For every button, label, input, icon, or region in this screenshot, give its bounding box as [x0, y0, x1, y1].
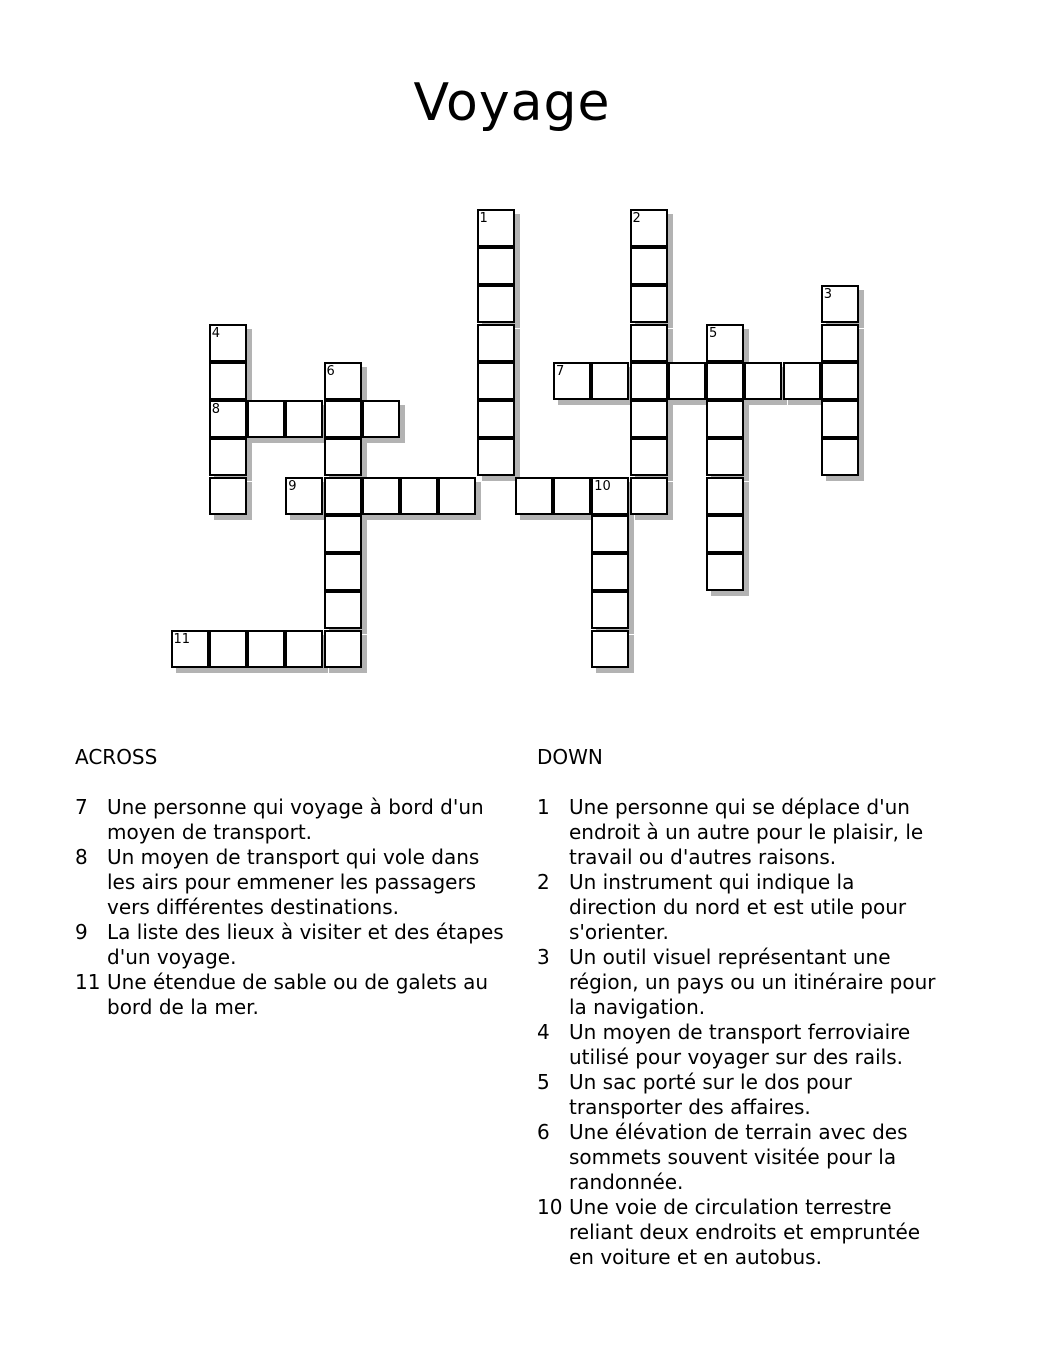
grid-cell[interactable]	[591, 362, 629, 400]
grid-cell[interactable]	[324, 438, 362, 476]
clue-text: Une personne qui se déplace d'un endroit à un autre pour le plaisir, le travail ou d'autres raisons.	[569, 795, 924, 869]
grid-cell[interactable]	[630, 400, 668, 438]
grid-cell[interactable]	[630, 362, 668, 400]
grid-cell[interactable]	[324, 591, 362, 629]
grid-cell[interactable]	[630, 285, 668, 323]
page-title: Voyage	[413, 73, 611, 133]
grid-cell[interactable]	[477, 285, 515, 323]
cell-number: 2	[632, 210, 641, 226]
grid-cell[interactable]	[362, 400, 400, 438]
cell-number: 8	[211, 402, 221, 417]
grid-cell[interactable]	[209, 630, 247, 668]
grid-cell[interactable]	[324, 400, 362, 438]
cell-number: 11	[173, 631, 191, 647]
clue-text: Un moyen de transport ferroviaire utilisé pour voyager sur des rails.	[569, 1020, 911, 1069]
grid-cell[interactable]	[821, 324, 859, 362]
grid-cell[interactable]	[477, 362, 515, 400]
down-heading: DOWN	[537, 745, 603, 769]
grid-cell[interactable]	[209, 477, 247, 515]
grid-cell[interactable]	[630, 438, 668, 476]
grid-cell[interactable]	[630, 247, 668, 285]
clue-number: 2	[537, 870, 550, 894]
grid-cell[interactable]	[706, 438, 744, 476]
grid-cell[interactable]	[591, 591, 629, 629]
across-heading: ACROSS	[75, 745, 158, 769]
grid-cell[interactable]	[821, 438, 859, 476]
grid-cell[interactable]	[324, 477, 362, 515]
clue-number: 8	[75, 845, 88, 869]
grid-cell[interactable]	[706, 400, 744, 438]
clue-number: 1	[537, 795, 550, 819]
clue-text: Une voie de circulation terrestre reliant deux endroits et empruntée en voiture et en autobus.	[569, 1195, 921, 1269]
grid-cell[interactable]	[706, 515, 744, 553]
clue-text: Une personne qui voyage à bord d'un moyen de transport.	[107, 795, 484, 844]
cell-number: 9	[288, 478, 297, 494]
clue-number: 5	[537, 1070, 550, 1094]
clue-number: 3	[537, 945, 550, 969]
clue-text: Une étendue de sable ou de galets au bord de la mer.	[107, 970, 489, 1019]
clue-number: 4	[537, 1020, 550, 1044]
grid-cell[interactable]	[515, 477, 553, 515]
clue-text: Un sac porté sur le dos pour transporter des affaires.	[569, 1070, 852, 1119]
clue-text: Une élévation de terrain avec des sommets souvent visitée pour la randonnée.	[569, 1120, 908, 1194]
grid-cell[interactable]	[477, 324, 515, 362]
down-clue	[537, 795, 947, 870]
cell-number: 1	[479, 210, 488, 226]
down-clue	[537, 945, 947, 1020]
cell-number: 5	[709, 325, 718, 341]
grid-cell[interactable]	[630, 324, 668, 362]
grid-cell[interactable]	[209, 438, 247, 476]
grid-cell[interactable]	[706, 477, 744, 515]
grid-cell[interactable]	[477, 438, 515, 476]
grid-cell[interactable]	[591, 630, 629, 668]
clue-number: 9	[75, 920, 88, 944]
grid-cell[interactable]	[285, 630, 323, 668]
grid-cell[interactable]	[706, 362, 744, 400]
cell-number: 4	[211, 325, 221, 341]
cell-number: 3	[823, 287, 833, 303]
cell-number: 6	[326, 363, 335, 379]
clue-number: 7	[75, 795, 88, 819]
clue-text: La liste des lieux à visiter et des étapes d'un voyage.	[107, 920, 504, 969]
grid-cell[interactable]	[591, 515, 629, 553]
clue-number: 11	[75, 970, 101, 994]
across-clue	[75, 970, 505, 1020]
clue-text: Un instrument qui indique la direction du nord et est utile pour s'orienter.	[569, 870, 907, 944]
down-clue	[537, 1070, 947, 1120]
grid-cell[interactable]	[247, 400, 285, 438]
grid-cell[interactable]	[821, 362, 859, 400]
down-clue-list	[537, 795, 947, 1270]
cell-number: 7	[556, 363, 565, 379]
grid-cell[interactable]	[553, 477, 591, 515]
grid-cell[interactable]	[285, 400, 323, 438]
grid-cell[interactable]	[247, 630, 285, 668]
clue-text: Un outil visuel représentant une région, un pays ou un itinéraire pour la navigation.	[569, 945, 936, 1019]
grid-cell[interactable]	[324, 553, 362, 591]
grid-cell[interactable]	[477, 400, 515, 438]
grid-cell[interactable]	[668, 362, 706, 400]
grid-cell[interactable]	[324, 630, 362, 668]
clue-text: Un moyen de transport qui vole dans les airs pour emmener les passagers vers différentes destinations.	[107, 845, 480, 919]
across-clue	[75, 920, 505, 970]
grid-cell[interactable]	[362, 477, 400, 515]
grid-cell[interactable]	[438, 477, 476, 515]
grid-cell[interactable]	[783, 362, 821, 400]
down-clue	[537, 870, 947, 945]
down-clue	[537, 1020, 947, 1070]
grid-cell[interactable]	[477, 247, 515, 285]
grid-cell[interactable]	[400, 477, 438, 515]
grid-cell[interactable]	[324, 515, 362, 553]
grid-cell[interactable]	[744, 362, 782, 400]
grid-cell[interactable]	[591, 553, 629, 591]
grid-cell[interactable]	[821, 400, 859, 438]
across-clue	[75, 795, 505, 845]
cell-number: 10	[594, 478, 611, 494]
across-clue-list	[75, 795, 505, 1020]
grid-cell[interactable]	[706, 553, 744, 591]
down-clue	[537, 1195, 947, 1270]
grid-cell[interactable]	[630, 477, 668, 515]
across-clue	[75, 845, 505, 920]
down-clue	[537, 1120, 947, 1195]
clue-number: 10	[537, 1195, 563, 1219]
clue-number: 6	[537, 1120, 550, 1144]
grid-cell[interactable]	[209, 362, 247, 400]
